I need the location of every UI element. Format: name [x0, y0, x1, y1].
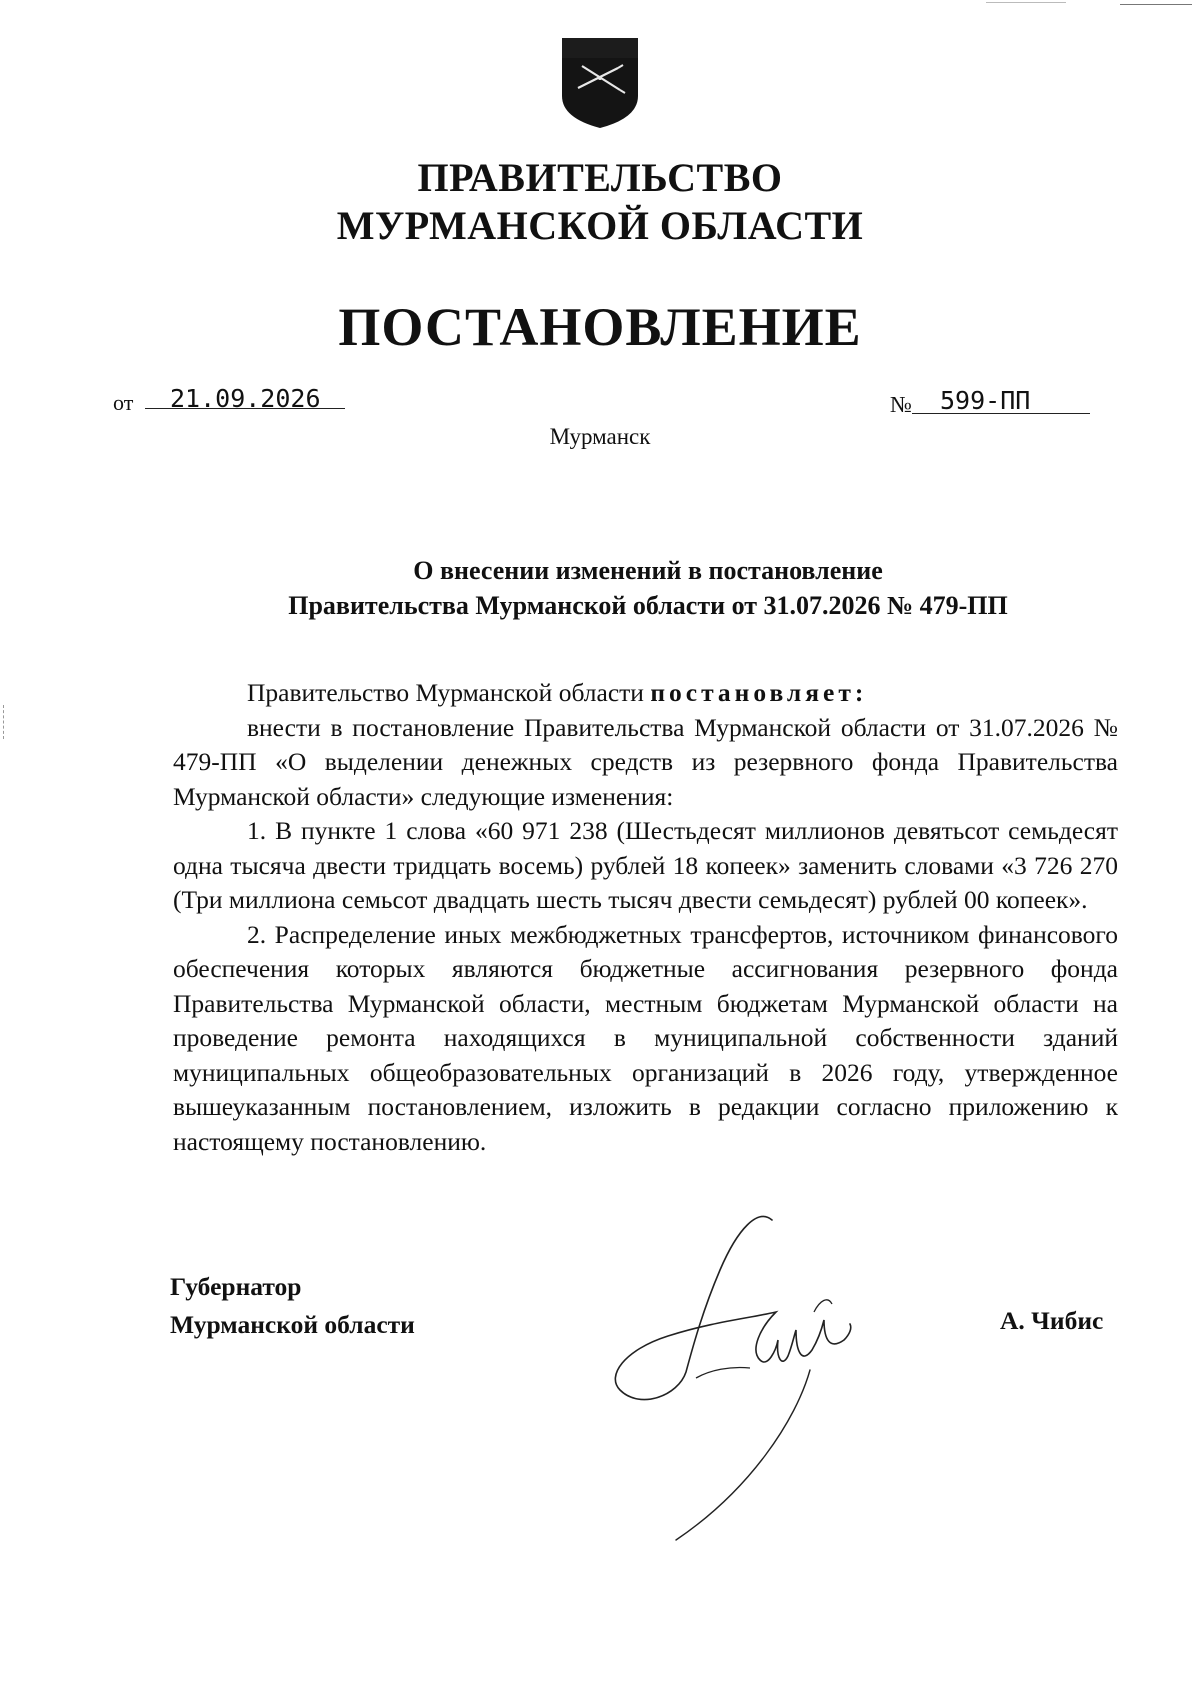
scan-artifact-line: [1120, 4, 1192, 5]
document-body: [173, 676, 1118, 1159]
paragraph-item-2: 2. Распределение иных межбюджетных трансфертов, источником финансового обеспечения которых являются бюджетные ассигнования резервного фонда Правительства Мурманской области, местным бюджетам Мурманской области на проведение ремонта находящихся в муниципальной собственности зданий муниципальных общеобразовательных организаций в 2026 году, утвержденное вышеуказанным постановлением, изложить в редакции согласно приложению к настоящему постановлению.: [173, 919, 1118, 1156]
signer-name: А. Чибис: [1000, 1306, 1104, 1335]
resolution-intro: [173, 676, 1118, 711]
signer-title-line2: Мурманской области: [170, 1310, 415, 1339]
organization-name-line1: ПРАВИТЕЛЬСТВО: [417, 155, 783, 200]
document-number: 599-ПП: [940, 386, 1031, 415]
subject-line1: О внесении изменений в постановление: [413, 556, 883, 585]
subject-line2: Правительства Мурманской области от 31.07.2026 № 479-ПП: [288, 591, 1008, 620]
scan-artifact-line: [986, 2, 1066, 3]
document-date: 21.09.2026: [170, 384, 321, 413]
signer-title: [170, 1268, 415, 1344]
organization-name-line2: МУРМАНСКОЙ ОБЛАСТИ: [336, 203, 864, 248]
signer-title-line1: Губернатор: [170, 1272, 302, 1301]
coat-of-arms-icon: [560, 34, 640, 130]
intro-text: Правительство Мурманской области: [247, 678, 651, 707]
number-prefix: №: [890, 392, 912, 417]
document-city: Мурманск: [549, 424, 651, 449]
paragraph-main: внести в постановление Правительства Мурманской области от 31.07.2026 № 479-ПП «О выделении денежных средств из резервного фонда Правительства Мурманской области» следующие изменения:: [173, 712, 1118, 811]
date-prefix: от: [113, 390, 134, 415]
signature-icon: [600, 1200, 900, 1550]
scan-edge-mark: [3, 705, 6, 739]
paragraph-item-1: 1. В пункте 1 слова «60 971 238 (Шестьдесят миллионов девятьсот семьдесят одна тысяча двести тридцать восемь) рублей 18 копеек» заменить словами «3 726 270 (Три миллиона семьсот двадцать шесть тысяч двести семьдесят) рублей 00 копеек».: [173, 816, 1118, 914]
resolves-word: постановляет:: [650, 678, 868, 707]
document-type-title: ПОСТАНОВЛЕНИЕ: [338, 297, 862, 357]
